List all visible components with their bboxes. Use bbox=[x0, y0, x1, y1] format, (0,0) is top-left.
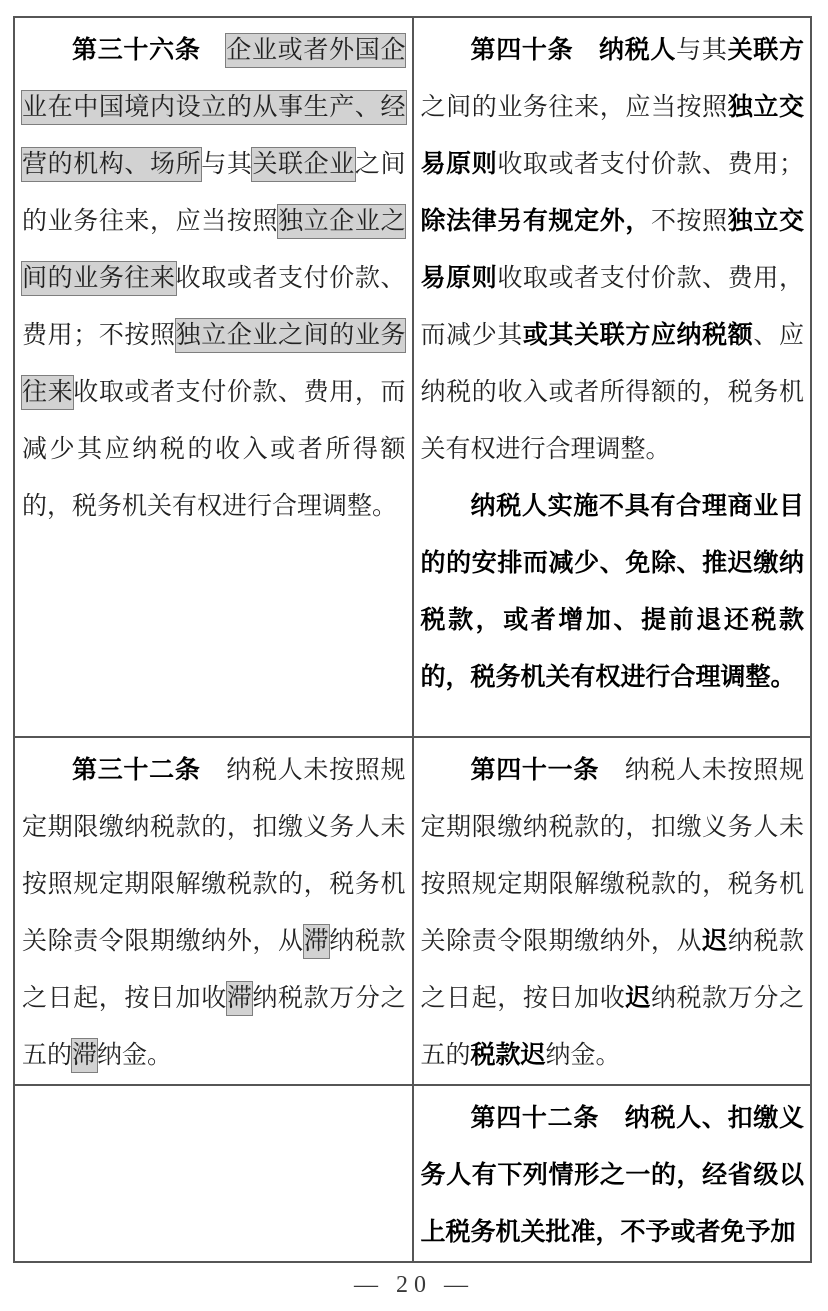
bold-text: 迟 bbox=[625, 984, 651, 1012]
cell-new-law-article-41 bbox=[413, 737, 812, 1085]
bold-text: 第三十六条 bbox=[72, 36, 201, 64]
text-run: 纳税款之日起，按日加收 bbox=[420, 928, 804, 1012]
text-run: 纳税人未按照规定期限缴纳税款的，扣缴义务人未按照规定期限解缴税款的，税务机关除责令限期缴纳外，从 bbox=[420, 757, 804, 955]
cell-old-law-article-36 bbox=[14, 17, 413, 737]
text-run: 收取或者支付价款、费用；不按照 bbox=[22, 265, 406, 349]
text-run: 与其 bbox=[201, 151, 253, 178]
cell-new-law-article-40 bbox=[413, 17, 812, 737]
text-run: 之间的业务往来，应当按照 bbox=[22, 151, 406, 235]
text-run: 收取或者支付价款、费用，而减少其应纳税的收入或者所得额的，税务机关有权进行合理调整。 bbox=[22, 379, 406, 520]
paragraph bbox=[22, 742, 406, 1084]
text-run: 、应纳税的收入或者所得额的，税务机关有权进行合理调整。 bbox=[420, 322, 804, 463]
paragraph bbox=[421, 1090, 805, 1261]
bold-text: 第四十一条 bbox=[470, 756, 600, 784]
text-run: 纳金。 bbox=[545, 1042, 621, 1069]
bold-text: 独立交易原则 bbox=[420, 93, 804, 178]
text-run: 纳税款万分之五的 bbox=[420, 985, 804, 1069]
cell-old-law-empty bbox=[14, 1085, 413, 1262]
bold-text: 第四十二条 纳税人、扣缴义务人有下列情形之一的，经省级以上税务机关批准，不予或者免予加 bbox=[420, 1104, 804, 1246]
text-run: 不按照 bbox=[650, 208, 728, 235]
text-run: 纳金。 bbox=[97, 1042, 173, 1069]
text-run: 之间的业务往来，应当按照 bbox=[420, 94, 728, 121]
paragraph bbox=[421, 22, 805, 478]
comparison-table bbox=[13, 16, 812, 1263]
bold-text: 除法律另有规定外， bbox=[420, 207, 651, 235]
bold-text: 或其关联方应纳税额 bbox=[522, 321, 754, 349]
table-row bbox=[14, 1085, 811, 1262]
cell-new-law-article-42 bbox=[413, 1085, 812, 1262]
table-row bbox=[14, 737, 811, 1085]
highlighted-text: 关联企业 bbox=[252, 148, 354, 181]
highlighted-text: 滞 bbox=[72, 1039, 97, 1072]
text-run: 收取或者支付价款、费用； bbox=[497, 151, 804, 178]
highlighted-text: 滞 bbox=[304, 925, 330, 958]
text-run: 纳税款万分之五的 bbox=[22, 985, 406, 1069]
bold-text: 第三十二条 bbox=[72, 756, 201, 784]
bold-text: 税款迟 bbox=[470, 1041, 546, 1069]
highlighted-text: 独立企业之间的业务往来 bbox=[22, 205, 405, 295]
text-run bbox=[201, 37, 227, 64]
highlighted-text: 滞 bbox=[227, 982, 253, 1015]
bold-text: 纳税人实施不具有合理商业目的的安排而减少、免除、推迟缴纳税款，或者增加、提前退还税款的，税务机关有权进行合理调整。 bbox=[420, 492, 804, 691]
text-run: 纳税人未按照规定期限缴纳税款的，扣缴义务人未按照规定期限解缴税款的，税务机关除责令限期缴纳外，从 bbox=[22, 757, 406, 955]
text-run: 与其 bbox=[676, 37, 728, 64]
highlighted-text: 企业或者外国企业在中国境内设立的从事生产、经营的机构、场所 bbox=[22, 34, 406, 181]
bold-text: 独立交易原则 bbox=[420, 207, 804, 292]
text-run: 收取或者支付价款、费用，而减少其 bbox=[420, 265, 804, 349]
paragraph bbox=[421, 742, 805, 1084]
bold-text: 关联方 bbox=[727, 36, 804, 64]
text-run: 纳税款之日起，按日加收 bbox=[22, 928, 406, 1012]
cell-old-law-article-32 bbox=[14, 737, 413, 1085]
paragraph bbox=[22, 22, 406, 535]
paragraph bbox=[421, 478, 805, 706]
page-number: — 20 — bbox=[354, 1272, 474, 1298]
bold-text: 第四十条 纳税人 bbox=[470, 36, 677, 64]
bold-text: 迟 bbox=[702, 927, 728, 955]
highlighted-text: 独立企业之间的业务往来 bbox=[22, 319, 405, 409]
table-row bbox=[14, 17, 811, 737]
